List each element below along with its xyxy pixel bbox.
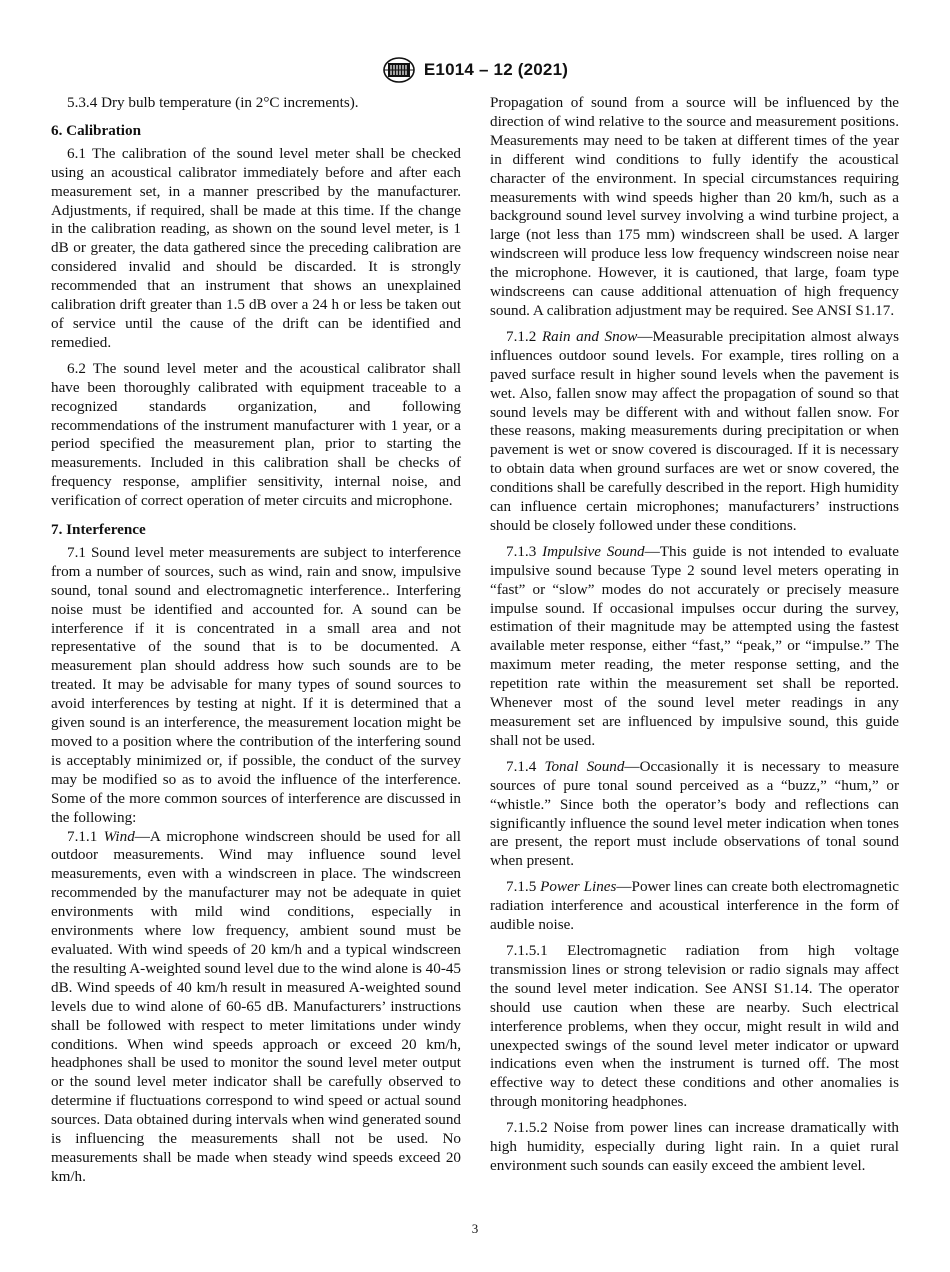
paragraph-7-1-2 (490, 328, 899, 536)
page-number: 3 (471, 1221, 479, 1236)
paragraph-7-1-5-2: 7.1.5.2 Noise from power lines can increase dramatically with high humidity, especially during light rain. In a quiet rural environment such sounds can easily exceed the ambient level. (490, 1119, 899, 1174)
standard-designation: E1014 – 12 (2021) (423, 60, 569, 79)
paragraph-7-1-5-1: 7.1.5.1 Electromagnetic radiation from high voltage transmission lines or strong television or radio signals may affect the sound level meter indication. See ANSI S1.14. The operator should use caution when these are nearby. Such electrical interference problems, when they occur, might result in wild and unexpected swings of the sound level meter indicator or upward indications even when the instrument is turned off. The most effective way to detect these conditions and other anomalies is through monitoring headphones. (490, 941, 899, 1111)
paragraph-body: —Occasionally it is necessary to measure sources of pure tonal sound perceived as a “buzz,” “hum,” or “whistle.” Since both the operator’s body and reflections can significantly influence the sound level meter indication when tones are present, the report must include observations of tonal sound when present. (490, 757, 899, 870)
paragraph-number: 7.1.3 (506, 542, 537, 560)
paragraph-body: —Power lines can create both electromagnetic radiation interference and acoustical interference in the form of audible noise. (490, 878, 899, 934)
paragraph-7-1-5 (490, 878, 899, 935)
left-column (51, 94, 461, 1187)
paragraph-7-1-3 (490, 543, 899, 751)
paragraph-title: Tonal Sound (544, 757, 625, 775)
paragraph-body: —Measurable precipitation almost always influences outdoor sound levels. For example, tires rolling on a paved surface result in higher sound levels when the pavement is wet. Also, fallen snow may affect the propagation of sound so that sound levels may be different with and without fallen snow. For these reasons, making measurements during precipitation or when pavement is wet or snow covered is discouraged. If it is necessary to obtain data when ground surfaces are wet or snow covered, the conditions shall be carefully described in the report. High humidity can influence certain microphones; manufacturers’ instructions should be closely followed under these conditions. (490, 327, 899, 534)
paragraph-5-3-4: 5.3.4 Dry bulb temperature (in 2°C increments). (67, 94, 359, 111)
paragraph-6-2: 6.2 The sound level meter and the acoustical calibrator shall have been thoroughly calibrated with equipment traceable to a recognized standards organization, and following recommendations of the instrument manufacturer with 1 year, or a period specified the measurement plan, prior to starting the measurements. Included in this calibration shall be checks of frequency response, amplifier sensitivity, internal noise, and verification of correct operation of meter circuits and microphone. (51, 359, 461, 510)
paragraph-number: 7.1.5 (506, 878, 537, 896)
section-heading-calibration: 6. Calibration (51, 121, 142, 139)
paragraph-title: Rain and Snow (541, 327, 638, 345)
paragraph-7-1-1-continued: Propagation of sound from a source will be influenced by the direction of wind relative to the source and measurement positions. Measurements may need to be taken at different times of the year in different wind conditions to fully identify the acoustical character of the environment. In special circumstances requiring measurements with wind speeds higher than 20 km/h, such as a background sound level survey involving a wind turbine project, a large (not less than 175 mm) windscreen shall be used. A larger windscreen will produce less low frequency windscreen noise near the microphone. However, it is cautioned, that large, foam type windscreens can cause additional attenuation of high frequency sound. A calibration adjustment may be required. See ANSI S1.17. (490, 94, 899, 319)
paragraph-title: Wind (103, 827, 135, 845)
section-heading-interference: 7. Interference (51, 521, 146, 539)
paragraph-body: —A microphone windscreen should be used for all outdoor measurements. Wind may influence sound level measurements, even with a windscreen in place. The windscreen recommended by the manufacturer may not be adequate in quiet environments with mild wind conditions, especially in environments where low frequency, ambient sound must be evaluated. With wind speeds of 20 km/h and a typical windscreen the resulting A-weighted sound level due to the wind alone is 40-45 dB. Wind speeds of 40 km/h result in measured A-weighted sound levels due to wind alone of 60-65 dB. Manufacturers’ instructions shall be followed with respect to meter limitations under windy conditions. When wind speeds approach or exceed 20 km/h, headphones shall be used to monitor the sound level meter output or the sound level meter indicator shall be carefully observed to determine if fluctuations correspond to wind speed or actual sound sources. Data obtained during intervals when wind generated sound is influencing the measurements shall not be used. No measurements shall be made when steady wind speeds exceed 20 km/h. (51, 827, 461, 1185)
paragraph-title: Impulsive Sound (542, 542, 645, 560)
paragraph-7-1-1 (51, 828, 461, 1187)
paragraph-title: Power Lines (540, 878, 617, 896)
paragraph-number: 7.1.1 (67, 827, 98, 845)
paragraph-7-1-4 (490, 758, 899, 871)
paragraph-body: —This guide is not intended to evaluate impulsive sound because Type 2 sound level meters operating in “fast” or “slow” modes do not accurately or precisely measure impulse sound. If occasional impulses occur during the survey, estimation of their magnitude may be attempted using the fastest available meter response, either “fast,” “peak,” or “impulse.” The maximum meter reading, the meter response setting, and the repetition rate within the measurement set shall be reported. Whenever most of the sound level meter readings in any measurement set are influenced by impulsive sound, this guide shall not be used. (490, 542, 899, 749)
paragraph-number: 7.1.4 (506, 757, 537, 775)
paragraph-7-1: 7.1 Sound level meter measurements are subject to interference from a number of sources, such as wind, rain and snow, impulsive sound, tonal sound and electromagnetic interference.. Interfering noise must be identified and accounted for. A sound can be interference if it is concentrated in a small area and not representative of the sound that is to be documented. A measurement plan should address how such sounds are to be treated. It may be advisable for many types of sound sources to avoid interferences by testing at night. If it is determined that a given sound is an interference, the measurement location might be moved to a position where the contribution of the interfering sound is acceptably minimized or, if possible, the conduct of the survey may be modified so as to avoid the influence of the interference. Some of the more common sources of interference are discussed in the following: (51, 543, 461, 826)
astm-logo-icon (382, 56, 416, 84)
paragraph-6-1: 6.1 The calibration of the sound level meter shall be checked using an acoustical calibrator immediately before and after each measurement set, in a manner prescribed by the manufacturer. Adjustments, if required, shall be made at this time. If the change in the calibration reading, as shown on the sound level meter, is 1 dB or greater, the data gathered since the preceding calibration are considered invalid and should be discarded. It is strongly recommended that an instrument that shows an unexplained calibration drift greater than 1.5 dB over a 24 h or less be taken out of service until the cause of the drift can be identified and remedied. (51, 144, 461, 351)
paragraph-number: 7.1.2 (506, 327, 537, 345)
right-column (490, 94, 899, 1176)
page-header (0, 56, 950, 89)
